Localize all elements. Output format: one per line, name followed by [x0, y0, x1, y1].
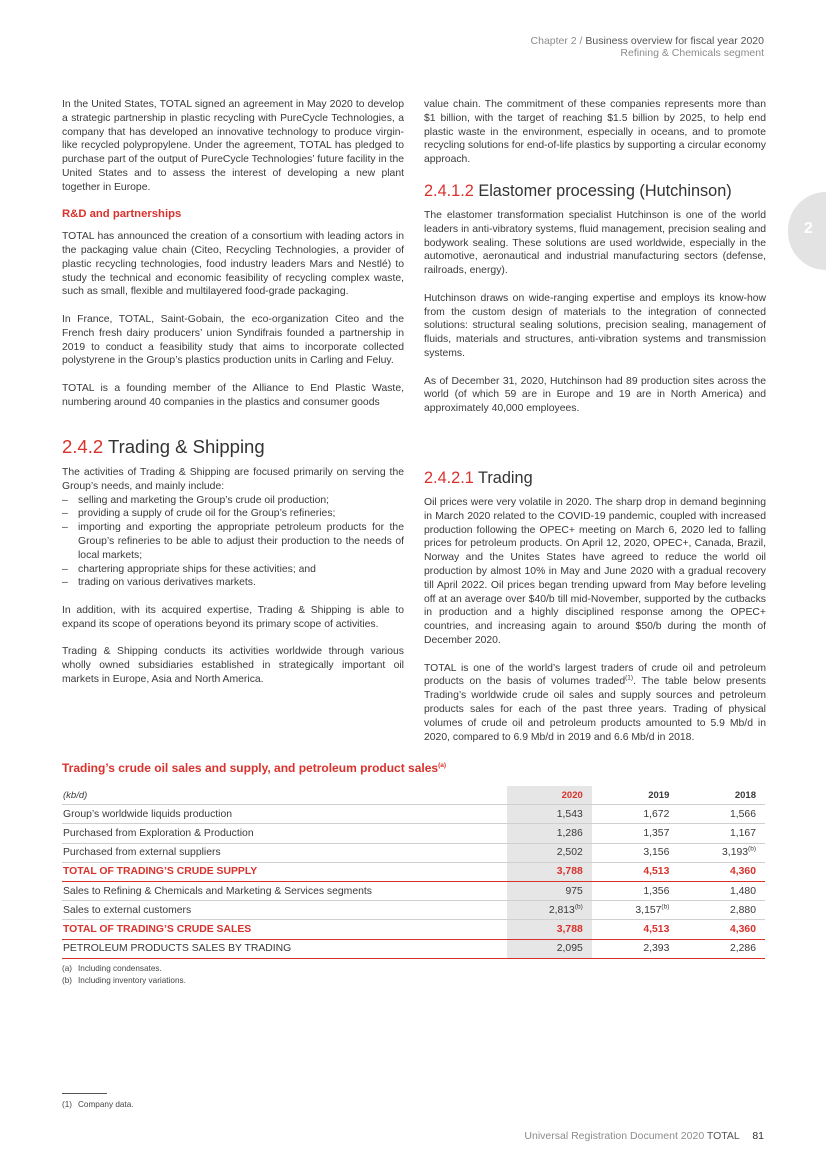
rd-heading: R&D and partnerships: [62, 208, 182, 221]
paragraph: In France, TOTAL, Saint-Gobain, the eco-organization Citeo and the French fresh dairy producers’ union Syndifrais founded a partnership in 2019 to conduct a feasibility study that aims to incorporate collected polystyrene in the Group’s plastics production units in Carling and Feluy.: [62, 313, 404, 367]
subsection-title: Elastomer processing (Hutchinson): [478, 181, 732, 200]
cell-2018: 2,286: [678, 939, 765, 958]
cell-2018: 3,193$^{(b)}$: [678, 843, 765, 862]
paragraph: TOTAL has announced the creation of a consortium with leading actors in the packaging value chain (Citeo, Recycling Technologies, a provider of plastic recycling technologies, food industry leaders Mars and Nestlé) to study the technical and economic feasibility of recycling complex waste, such as small, flexible and multilayered food-grade packaging.: [62, 231, 404, 298]
cell-2018: 1,167: [678, 824, 765, 843]
table-title: [62, 761, 446, 775]
activity-list: [62, 494, 404, 591]
list-item: – selling and marketing the Group’s crude oil production;: [62, 494, 404, 508]
table-row: [62, 881, 765, 900]
page-header: [531, 35, 764, 59]
cell-2020: 3,788: [507, 862, 592, 881]
paragraph: TOTAL is a founding member of the Alliance to End Plastic Waste, numbering around 40 companies in the plastics and consumer goods: [62, 382, 404, 408]
total-row: [62, 920, 765, 939]
table-row: [62, 901, 765, 920]
cell-2019: 3,157$^{(b)}$: [592, 901, 679, 920]
cell-2018: 4,360: [678, 862, 765, 881]
cell-2018: 1,566: [678, 805, 765, 824]
brand-name: TOTAL: [706, 1130, 740, 1142]
cell-2020: 1,543: [507, 805, 592, 824]
chapter-label: Chapter 2 /: [530, 35, 583, 47]
paragraph: [424, 662, 766, 745]
table-row: [62, 843, 765, 862]
section-title: Trading & Shipping: [107, 436, 265, 457]
paragraph: Oil prices were very volatile in 2020. The sharp drop in demand beginning in March 2020 related to the COVID-19 pandemic, coupled with increased production following the OPEC+ meeting on March 6, 2020 led to falling prices for petroleum products. On April 12, 2020, OPEC+, Canada, Brazil, Norway and the Unites States have agreed to reduce the world oil production by almost 10% in May and June 2020 with a gradual recovery till April 2022. Oil prices began trending upward from May before leveling off at an average over $40/b till mid-November, supported by the cutbacks in production and a highly disciplined response among the OPEC+ countries, and increasing again to around $50/b during the month of December 2020.: [424, 497, 766, 646]
trading-subsection: [424, 468, 766, 758]
year-header: 2018: [678, 786, 765, 805]
row-label: Purchased from external suppliers: [62, 843, 507, 862]
cell-2020: 1,286: [507, 824, 592, 843]
row-label: Group’s worldwide liquids production: [62, 805, 507, 824]
year-header: 2019: [592, 786, 679, 805]
footnote-ref[interactable]: (1): [625, 674, 634, 682]
cell-2019: 4,513: [592, 862, 679, 881]
chapter-title: Business overview for fiscal year 2020: [585, 35, 764, 47]
trading-shipping-section: [62, 436, 404, 701]
section-number: 2.4.2: [62, 436, 104, 457]
cell-2019: 2,393: [592, 939, 679, 958]
page-footer: [524, 1130, 764, 1142]
cell-2020: 2,813$^{(b)}$: [507, 901, 592, 920]
cell-2020: 2,095: [507, 939, 592, 958]
cell-2018: 1,480: [678, 881, 765, 900]
left-column: [62, 98, 404, 423]
paragraph-text: TOTAL is one of the world’s largest traders of crude oil and petroleum products on the basis of volumes traded: [424, 662, 766, 688]
table-row: [62, 824, 765, 843]
subsection-heading: [424, 181, 766, 201]
cell-2018: 4,360: [678, 920, 765, 939]
row-label: Sales to external customers: [62, 901, 507, 920]
year-header: 2020: [507, 786, 592, 805]
cell-2019: 4,513: [592, 920, 679, 939]
cell-2018: 2,880: [678, 901, 765, 920]
row-label: TOTAL OF TRADING’S CRUDE SUPPLY: [62, 862, 507, 881]
list-item: – providing a supply of crude oil for the Group’s refineries;: [62, 507, 404, 521]
table-row: [62, 805, 765, 824]
paragraph: Hutchinson draws on wide-ranging expertise and employs its know-how from the custom design of materials to the integration of connected solutions: structural sealing solutions, precision sealing, management of fluids, materials and structures, anti-vibration systems and transmission systems.: [424, 292, 766, 359]
total-row: [62, 862, 765, 881]
right-column: [424, 98, 766, 430]
chapter-tab-number: 2: [804, 220, 813, 237]
note-ref[interactable]: (b): [661, 903, 670, 911]
page-number: 81: [752, 1130, 764, 1142]
subsection-title: Trading: [478, 469, 533, 487]
row-label: Sales to Refining & Chemicals and Marketing & Services segments: [62, 881, 507, 900]
section-heading: [62, 436, 404, 458]
cell-2020: 975: [507, 881, 592, 900]
cell-2020: 2,502: [507, 843, 592, 862]
list-item: – importing and exporting the appropriate petroleum products for the Group’s refineries to be able to adjust their production to the needs of local markets;: [62, 521, 404, 562]
table-row: [62, 939, 765, 958]
row-label: TOTAL OF TRADING’S CRUDE SALES: [62, 920, 507, 939]
paragraph: value chain. The commitment of these companies represents more than $1 billion, with the target of reaching $1.5 billion by 2025, to help end plastic waste in the environment, especially in oceans, and to promote recycling solutions for end-of-life plastics by supporting a circular economy approach.: [424, 99, 766, 166]
segment-label: Refining & Chemicals segment: [620, 47, 764, 59]
row-label: PETROLEUM PRODUCTS SALES BY TRADING: [62, 939, 507, 958]
paragraph: The activities of Trading & Shipping are focused primarily on serving the Group’s needs, and mainly include:: [62, 467, 404, 492]
paragraph: In addition, with its acquired expertise, Trading & Shipping is able to expand its scope of operations beyond its primary scope of activities.: [62, 604, 404, 630]
subsection-number: 2.4.1.2: [424, 181, 474, 200]
footnote-divider: [62, 1093, 107, 1094]
paragraph: Trading & Shipping conducts its activities worldwide through various wholly owned subsidiaries established in strategically important oil markets in Europe, Asia and North America.: [62, 646, 404, 685]
paragraph-text: . The table below presents Trading’s worldwide crude oil sales and supply sources and petroleum products sales for each of the past three years. Trading of physical volumes of crude oil and petroleum products amounted to 5.9 Mb/d in 2020, compared to 6.9 Mb/d in 2019 and 6.6 Mb/d in 2018.: [424, 676, 766, 743]
subsection-number: 2.4.2.1: [424, 469, 474, 487]
table-title-text: Trading’s crude oil sales and supply, and petroleum product sales: [62, 761, 439, 775]
paragraph: The elastomer transformation specialist Hutchinson is one of the world leaders in anti-vibratory systems, fluid management, precision sealing and bodywork sealing. These solutions are used worldwide, especially in the automotive, aeronautical and industrial manufacturing sectors (defense, railroads, energy).: [424, 209, 766, 277]
table-note: (a) Including condensates.: [62, 964, 162, 973]
note-ref[interactable]: (b): [748, 845, 756, 853]
list-item: – chartering appropriate ships for these activities; and: [62, 563, 404, 577]
footnote: (1) Company data.: [62, 1100, 134, 1109]
row-label: Purchased from Exploration & Production: [62, 824, 507, 843]
cell-2019: 1,672: [592, 805, 679, 824]
cell-2020: 3,788: [507, 920, 592, 939]
table-note: (b) Including inventory variations.: [62, 976, 186, 985]
table-notes: [62, 963, 186, 987]
cell-2019: 3,156: [592, 843, 679, 862]
unit-label: (kb/d): [62, 786, 507, 805]
list-item: – trading on various derivatives markets.: [62, 576, 404, 590]
subsection-heading: [424, 468, 766, 488]
note-ref[interactable]: (b): [574, 903, 583, 911]
table-title-note-ref[interactable]: (a): [438, 762, 447, 769]
cell-2019: 1,356: [592, 881, 679, 900]
table-header-row: [62, 786, 765, 805]
chapter-tab: [788, 192, 826, 270]
cell-2019: 1,357: [592, 824, 679, 843]
trading-table: [62, 786, 765, 959]
paragraph: As of December 31, 2020, Hutchinson had 89 production sites across the world (of which 59 are in Europe and 19 are in North America) and approximately 40,000 employees.: [424, 375, 766, 415]
document-title: Universal Registration Document 2020: [524, 1130, 705, 1142]
paragraph: In the United States, TOTAL signed an agreement in May 2020 to develop a strategic partnership in plastic recycling with PureCycle Technologies, a company that has developed an innovative technology to produce virgin-like recycled polypropylene. Under the agreement, TOTAL has pledged to purchase part of the output of PureCycle Technologies’ future facility in the United States and to assess the interest of developing a new plant together in Europe.: [62, 99, 404, 193]
